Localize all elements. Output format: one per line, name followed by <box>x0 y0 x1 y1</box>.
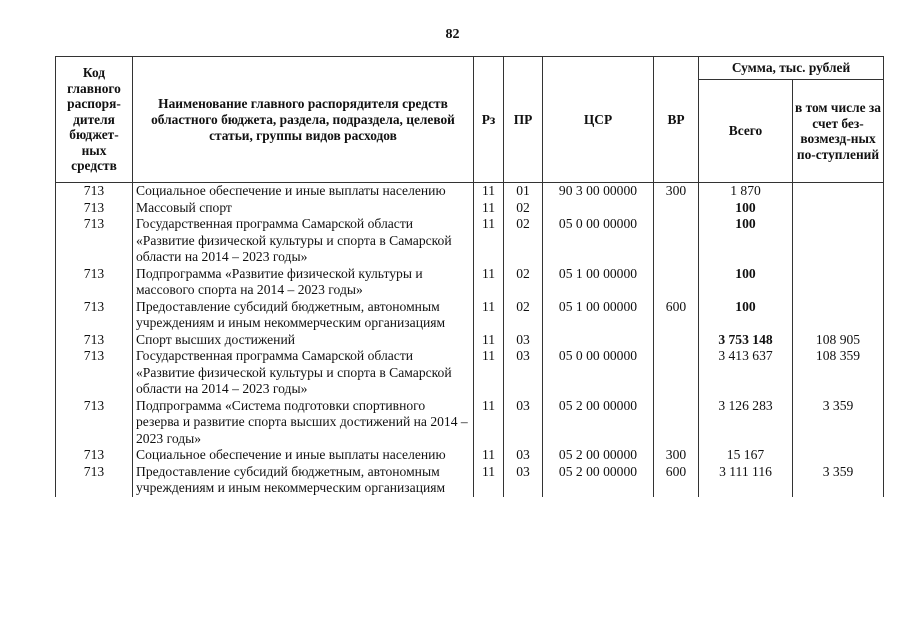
cell-pr: 02 <box>504 266 543 299</box>
table-row <box>56 398 884 448</box>
cell-total: 3 126 283 <box>699 398 793 448</box>
cell-total: 15 167 <box>699 447 793 464</box>
cell-total: 100 <box>699 200 793 217</box>
cell-free: 3 359 <box>793 464 884 497</box>
cell-pr: 03 <box>504 398 543 448</box>
header-name: Наименование главного распорядителя средств областного бюджета, раздела, подраздела, целевой статьи, группы видов расходов <box>133 57 474 183</box>
cell-vr <box>654 216 699 266</box>
cell-pr: 02 <box>504 216 543 266</box>
table-row <box>56 183 884 200</box>
cell-name: Социальное обеспечение и иные выплаты населению <box>133 447 474 464</box>
table-row <box>56 299 884 332</box>
header-csr: ЦСР <box>543 57 654 183</box>
table-row <box>56 200 884 217</box>
cell-rz: 11 <box>474 447 504 464</box>
cell-free: 3 359 <box>793 398 884 448</box>
cell-vr <box>654 266 699 299</box>
cell-total: 100 <box>699 299 793 332</box>
cell-total: 3 413 637 <box>699 348 793 398</box>
cell-code: 713 <box>56 216 133 266</box>
cell-code: 713 <box>56 183 133 200</box>
cell-rz: 11 <box>474 200 504 217</box>
cell-vr: 300 <box>654 447 699 464</box>
cell-free <box>793 266 884 299</box>
cell-code: 713 <box>56 447 133 464</box>
cell-pr: 03 <box>504 332 543 349</box>
cell-rz: 11 <box>474 299 504 332</box>
header-code: Код главного распоря-дителя бюджет-ных средств <box>56 57 133 183</box>
cell-rz: 11 <box>474 216 504 266</box>
cell-name: Подпрограмма «Развитие физической культуры и массового спорта на 2014 – 2023 годы» <box>133 266 474 299</box>
table-row <box>56 348 884 398</box>
table-header <box>56 57 884 183</box>
cell-total: 3 111 116 <box>699 464 793 497</box>
cell-vr: 600 <box>654 464 699 497</box>
cell-code: 713 <box>56 266 133 299</box>
header-rz: Рз <box>474 57 504 183</box>
header-total: Всего <box>699 80 793 183</box>
header-free: в том числе за счет без-возмезд-ных по-ступлений <box>793 80 884 183</box>
cell-csr: 05 0 00 00000 <box>543 348 654 398</box>
cell-rz: 11 <box>474 266 504 299</box>
table-body <box>56 183 884 497</box>
cell-rz: 11 <box>474 464 504 497</box>
cell-csr: 05 1 00 00000 <box>543 266 654 299</box>
cell-name: Подпрограмма «Система подготовки спортивного резерва и развитие спорта высших достижений на 2014 – 2023 годы» <box>133 398 474 448</box>
cell-csr: 05 0 00 00000 <box>543 216 654 266</box>
page-number: 82 <box>445 27 460 42</box>
cell-pr: 01 <box>504 183 543 200</box>
cell-csr: 90 3 00 00000 <box>543 183 654 200</box>
cell-pr: 03 <box>504 447 543 464</box>
table-row <box>56 464 884 497</box>
cell-name: Предоставление субсидий бюджетным, автономным учреждениям и иным некоммерческим организациям <box>133 299 474 332</box>
cell-vr: 300 <box>654 183 699 200</box>
cell-free <box>793 200 884 217</box>
cell-name: Государственная программа Самарской области «Развитие физической культуры и спорта в Самарской области на 2014 – 2023 годы» <box>133 348 474 398</box>
cell-pr: 03 <box>504 348 543 398</box>
cell-rz: 11 <box>474 398 504 448</box>
cell-vr: 600 <box>654 299 699 332</box>
cell-pr: 03 <box>504 464 543 497</box>
cell-free: 108 359 <box>793 348 884 398</box>
header-pr: ПР <box>504 57 543 183</box>
cell-vr <box>654 200 699 217</box>
cell-free <box>793 216 884 266</box>
table-row <box>56 216 884 266</box>
cell-code: 713 <box>56 299 133 332</box>
cell-name: Спорт высших достижений <box>133 332 474 349</box>
cell-csr: 05 2 00 00000 <box>543 447 654 464</box>
cell-csr <box>543 332 654 349</box>
header-vr: ВР <box>654 57 699 183</box>
budget-table <box>55 56 884 497</box>
cell-free <box>793 299 884 332</box>
cell-name: Предоставление субсидий бюджетным, автономным учреждениям и иным некоммерческим организациям <box>133 464 474 497</box>
cell-code: 713 <box>56 464 133 497</box>
cell-rz: 11 <box>474 183 504 200</box>
cell-pr: 02 <box>504 299 543 332</box>
cell-code: 713 <box>56 398 133 448</box>
table-row <box>56 447 884 464</box>
table-row <box>56 266 884 299</box>
cell-code: 713 <box>56 348 133 398</box>
cell-csr: 05 1 00 00000 <box>543 299 654 332</box>
cell-free <box>793 447 884 464</box>
cell-pr: 02 <box>504 200 543 217</box>
cell-rz: 11 <box>474 332 504 349</box>
cell-total: 3 753 148 <box>699 332 793 349</box>
cell-name: Массовый спорт <box>133 200 474 217</box>
table-row <box>56 332 884 349</box>
cell-vr <box>654 348 699 398</box>
cell-code: 713 <box>56 200 133 217</box>
cell-rz: 11 <box>474 348 504 398</box>
cell-name: Государственная программа Самарской области «Развитие физической культуры и спорта в Самарской области на 2014 – 2023 годы» <box>133 216 474 266</box>
cell-code: 713 <box>56 332 133 349</box>
header-sum-group: Сумма, тыс. рублей <box>699 57 884 80</box>
cell-total: 100 <box>699 216 793 266</box>
cell-free: 108 905 <box>793 332 884 349</box>
cell-vr <box>654 398 699 448</box>
cell-csr: 05 2 00 00000 <box>543 398 654 448</box>
cell-vr <box>654 332 699 349</box>
cell-name: Социальное обеспечение и иные выплаты населению <box>133 183 474 200</box>
cell-total: 100 <box>699 266 793 299</box>
cell-total: 1 870 <box>699 183 793 200</box>
cell-free <box>793 183 884 200</box>
cell-csr: 05 2 00 00000 <box>543 464 654 497</box>
cell-csr <box>543 200 654 217</box>
